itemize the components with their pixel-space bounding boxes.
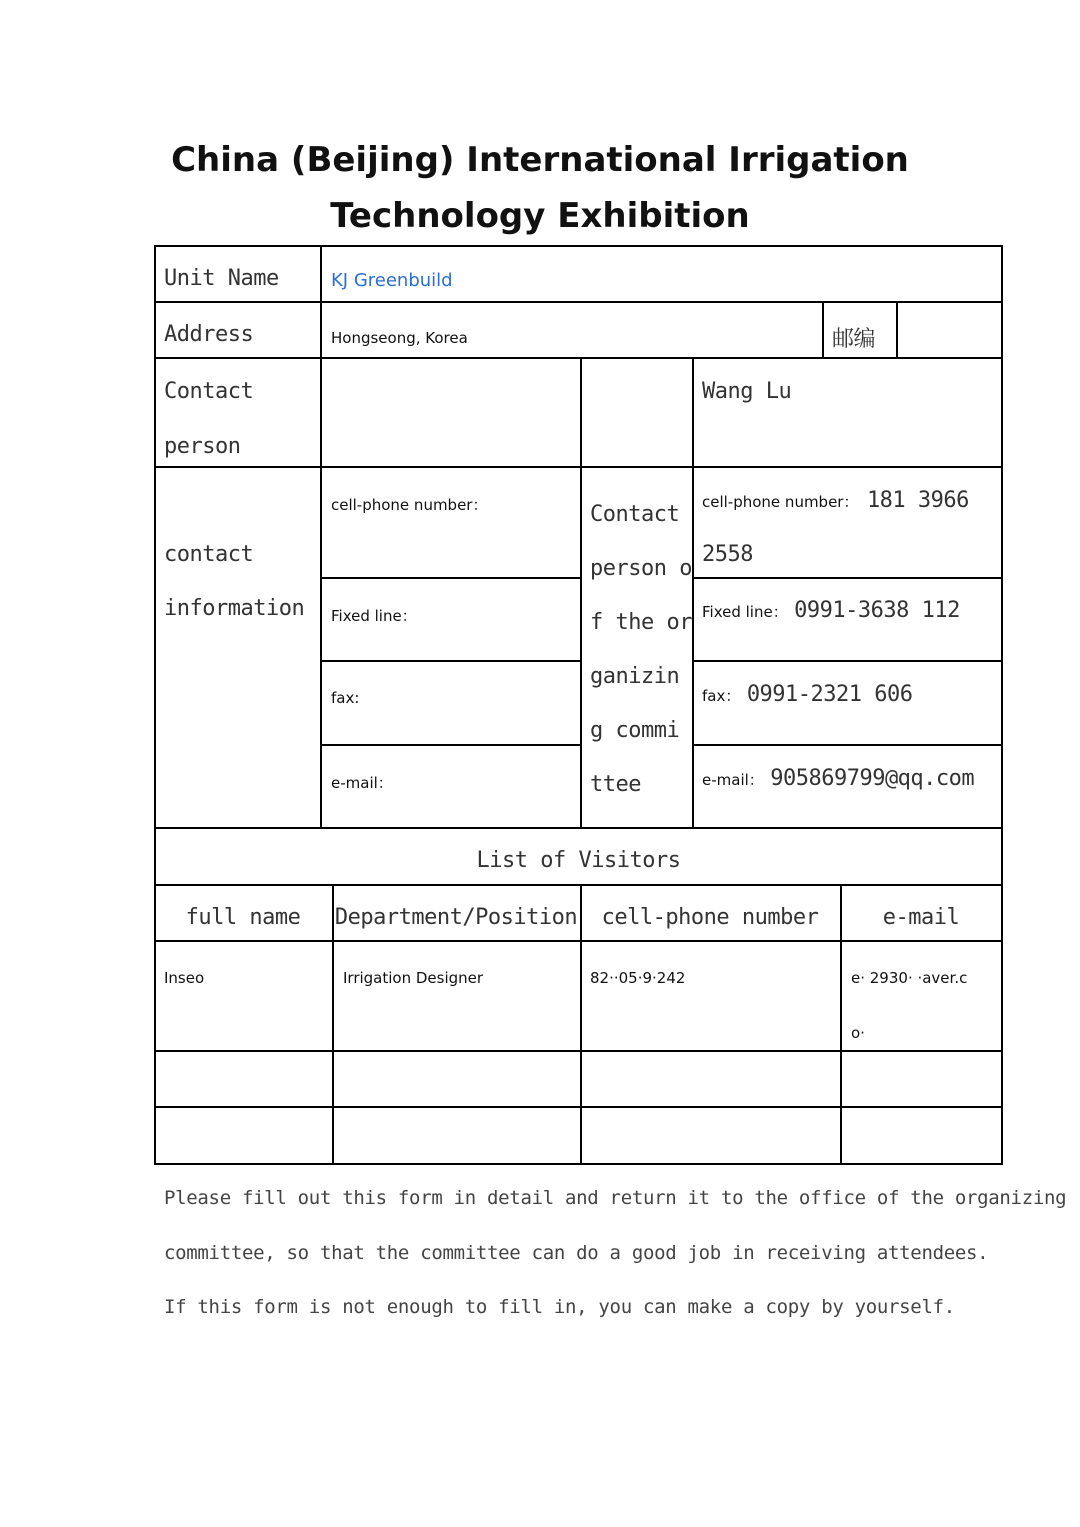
organizer-label-line: Contact bbox=[590, 502, 680, 527]
organizer-fax-row bbox=[702, 682, 913, 707]
organizer-cell-value: 181 3966 bbox=[866, 488, 969, 513]
visitor-email[interactable]: e· 2930· ·aver.c bbox=[851, 969, 968, 987]
table-border-top bbox=[154, 245, 1003, 247]
unit-name-value[interactable]: KJ Greenbuild bbox=[331, 270, 453, 291]
unit-name-label: Unit Name bbox=[164, 266, 279, 291]
column-header-cell-phone: cell-phone number bbox=[601, 905, 819, 930]
fax-label: fax: bbox=[331, 689, 360, 707]
rule bbox=[692, 577, 1003, 579]
visitor-email-cont: o· bbox=[851, 1024, 865, 1042]
contact-info-label-cont: information bbox=[164, 596, 305, 621]
organizer-label-line: person o bbox=[590, 556, 692, 581]
visitor-name[interactable]: Inseo bbox=[164, 969, 205, 987]
email-label: e-mail： bbox=[331, 774, 393, 792]
rule bbox=[896, 301, 898, 358]
organizer-fixed-label: Fixed line： bbox=[702, 603, 788, 621]
rule bbox=[154, 1050, 1003, 1052]
page-title-line-2: Technology Exhibition bbox=[330, 196, 750, 236]
organizer-email-value: 905869799@qq.com bbox=[770, 766, 975, 791]
organizer-fax-value: 0991-2321 606 bbox=[746, 682, 913, 707]
column-header-full-name: full name bbox=[185, 905, 301, 930]
organizer-email-label: e-mail： bbox=[702, 771, 764, 789]
visitors-heading: List of Visitors bbox=[476, 848, 681, 873]
note-line: committee, so that the committee can do a good job in receiving attendees. bbox=[164, 1242, 989, 1264]
address-label: Address bbox=[164, 322, 254, 347]
organizer-contact-label bbox=[590, 488, 692, 812]
organizer-label-line: ganizin bbox=[590, 664, 680, 689]
table-border-bottom bbox=[154, 1163, 1003, 1165]
rule bbox=[320, 744, 581, 746]
rule bbox=[692, 744, 1003, 746]
organizer-label-line: f the or bbox=[590, 610, 692, 635]
rule bbox=[154, 301, 1003, 303]
rule bbox=[154, 827, 1003, 829]
rule bbox=[320, 660, 581, 662]
organizer-cell-value-cont: 2558 bbox=[702, 542, 753, 567]
note-line: If this form is not enough to fill in, you can make a copy by yourself. bbox=[164, 1296, 955, 1318]
organizer-fax-label: fax： bbox=[702, 687, 741, 705]
organizer-name: Wang Lu bbox=[702, 379, 792, 404]
rule bbox=[154, 1106, 1003, 1108]
fixed-line-label: Fixed line： bbox=[331, 607, 417, 625]
column-header-email: e-mail bbox=[882, 905, 960, 930]
organizer-label-line: ttee bbox=[590, 772, 641, 797]
visitor-position[interactable]: Irrigation Designer bbox=[343, 969, 484, 987]
contact-info-label: contact bbox=[164, 542, 254, 567]
organizer-cell-label: cell-phone number： bbox=[702, 493, 859, 511]
rule bbox=[692, 660, 1003, 662]
visitor-phone[interactable]: 82··05·9·242 bbox=[590, 969, 686, 987]
organizer-email-row bbox=[702, 766, 974, 791]
rule bbox=[154, 466, 1003, 468]
page-title-line-1: China (Beijing) International Irrigation bbox=[171, 140, 909, 180]
contact-person-label: Contact bbox=[164, 379, 254, 404]
rule bbox=[320, 577, 581, 579]
table-border-right bbox=[1001, 245, 1003, 1165]
organizer-fixed-value: 0991-3638 112 bbox=[794, 598, 960, 623]
cell-phone-label: cell-phone number： bbox=[331, 496, 488, 514]
organizer-label-line: g commi bbox=[590, 718, 680, 743]
rule bbox=[580, 357, 582, 828]
organizer-fixed-row bbox=[702, 598, 960, 623]
postcode-label: 邮编 bbox=[832, 327, 876, 352]
contact-person-label-cont: person bbox=[164, 434, 241, 459]
column-header-department: Department/Position bbox=[334, 905, 578, 930]
rule bbox=[320, 245, 322, 828]
rule bbox=[154, 884, 1003, 886]
table-border-left bbox=[154, 245, 156, 1165]
organizer-cell-row bbox=[702, 488, 969, 513]
rule bbox=[154, 357, 1003, 359]
rule bbox=[692, 357, 694, 828]
address-value[interactable]: Hongseong, Korea bbox=[331, 329, 468, 347]
rule bbox=[822, 301, 824, 358]
rule bbox=[154, 940, 1003, 942]
note-line: Please fill out this form in detail and return it to the office of the organizing bbox=[164, 1187, 1067, 1209]
